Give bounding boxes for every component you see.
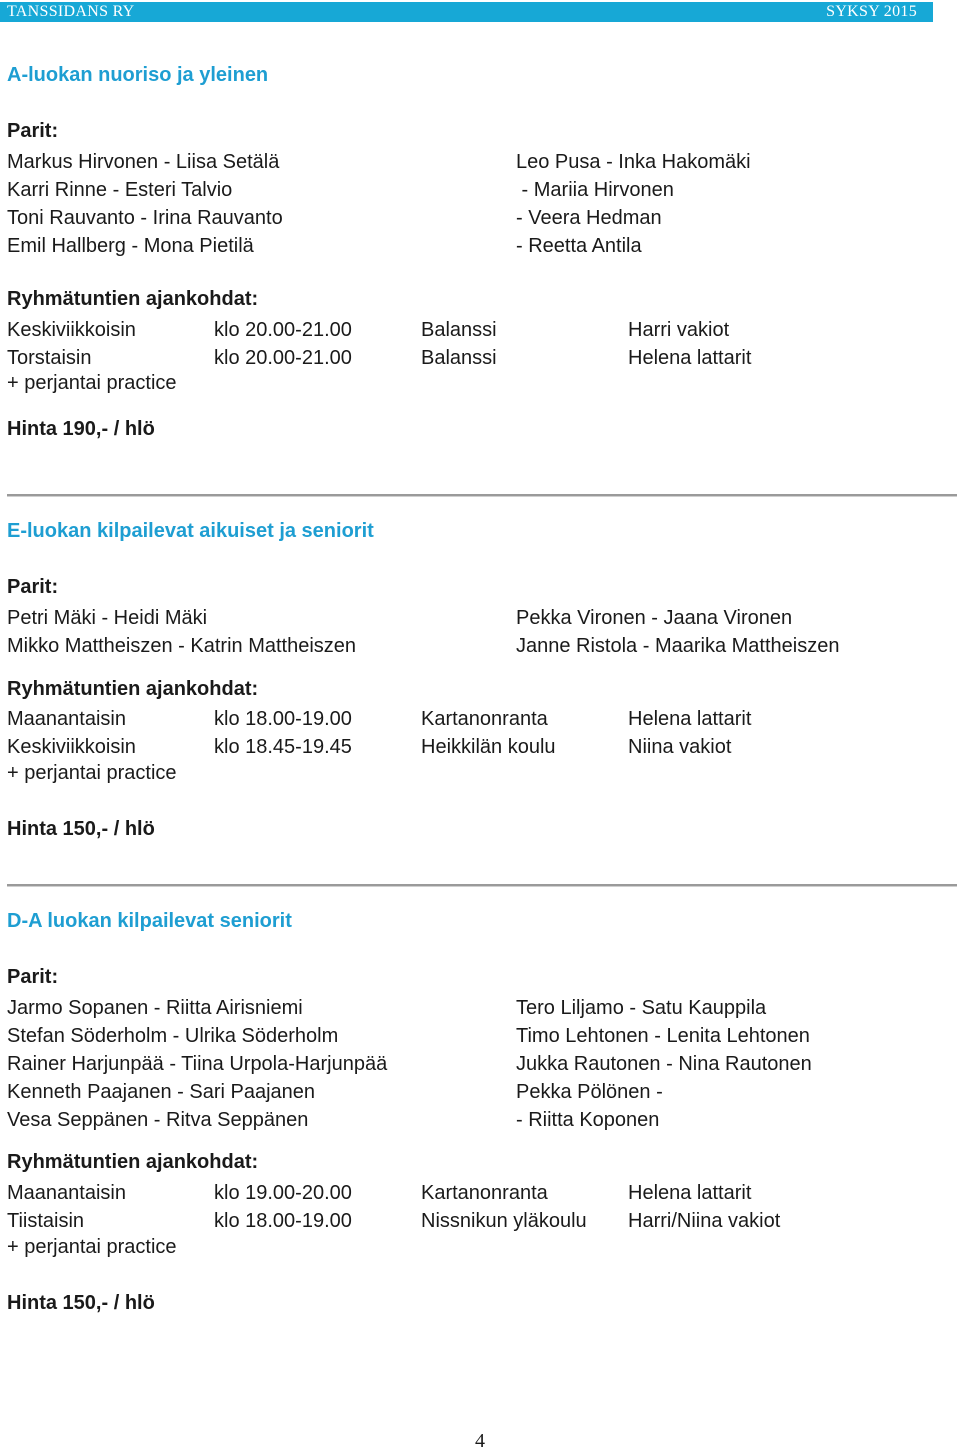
schedule-day: Torstaisin <box>7 347 92 369</box>
schedule-teacher: Helena lattarit <box>628 708 752 730</box>
practice-note: + perjantai practice <box>7 762 177 784</box>
schedule-place: Kartanonranta <box>421 708 548 730</box>
schedule-teacher: Harri/Niina vakiot <box>628 1210 781 1232</box>
schedule-row <box>0 1179 960 1207</box>
schedule-day: Keskiviikkoisin <box>7 319 136 341</box>
schedule-place: Balanssi <box>421 319 497 341</box>
couple-item: Leo Pusa - Inka Hakomäki <box>516 151 751 173</box>
page-number: 4 <box>475 1430 485 1452</box>
practice-note: + perjantai practice <box>7 372 177 394</box>
schedule-place: Nissnikun yläkoulu <box>421 1210 587 1232</box>
schedule-time: klo 18.00-19.00 <box>214 708 352 730</box>
schedule-table <box>0 1179 960 1235</box>
couples-right-column <box>516 604 839 660</box>
section-title: D-A luokan kilpailevat seniorit <box>7 910 292 932</box>
schedule-table <box>0 316 960 372</box>
section-title: E-luokan kilpailevat aikuiset ja seniorit <box>7 520 374 542</box>
schedule-teacher: Helena lattarit <box>628 347 752 369</box>
schedule-teacher: Harri vakiot <box>628 319 730 341</box>
couple-item: Markus Hirvonen - Liisa Setälä <box>7 151 280 173</box>
section-divider <box>7 494 957 497</box>
price-label: Hinta 150,- / hlö <box>7 1292 155 1314</box>
schedule-teacher: Helena lattarit <box>628 1182 752 1204</box>
schedule-row <box>0 733 960 761</box>
couple-item: Petri Mäki - Heidi Mäki <box>7 607 208 629</box>
couple-item: Vesa Seppänen - Ritva Seppänen <box>7 1109 309 1131</box>
couple-item: Mikko Mattheiszen - Katrin Mattheiszen <box>7 635 357 657</box>
couple-item: Rainer Harjunpää - Tiina Urpola-Harjunpää <box>7 1053 388 1075</box>
couple-item: Jarmo Sopanen - Riitta Airisniemi <box>7 997 303 1019</box>
couple-item: - Riitta Koponen <box>516 1109 660 1131</box>
schedule-label: Ryhmätuntien ajankohdat: <box>7 288 259 310</box>
price-label: Hinta 190,- / hlö <box>7 418 155 440</box>
couple-item: - Veera Hedman <box>516 207 662 229</box>
couples-left-column <box>7 148 283 260</box>
organization-name: TANSSIDANS RY <box>7 3 135 20</box>
couples-left-column <box>7 994 387 1134</box>
couple-item: Emil Hallberg - Mona Pietilä <box>7 235 254 257</box>
schedule-label: Ryhmätuntien ajankohdat: <box>7 678 259 700</box>
schedule-time: klo 18.00-19.00 <box>214 1210 352 1232</box>
page-header <box>0 2 933 22</box>
schedule-day: Maanantaisin <box>7 1182 126 1204</box>
couples-right-column <box>516 148 751 260</box>
schedule-teacher: Niina vakiot <box>628 736 732 758</box>
couple-item: - Reetta Antila <box>516 235 642 257</box>
couple-item: Pekka Vironen - Jaana Vironen <box>516 607 793 629</box>
couples-label: Parit: <box>7 120 59 142</box>
price-label: Hinta 150,- / hlö <box>7 818 155 840</box>
schedule-label: Ryhmätuntien ajankohdat: <box>7 1151 259 1173</box>
couple-item: Toni Rauvanto - Irina Rauvanto <box>7 207 283 229</box>
couple-item: Kenneth Paajanen - Sari Paajanen <box>7 1081 316 1103</box>
couple-item: Stefan Söderholm - Ulrika Söderholm <box>7 1025 339 1047</box>
schedule-row <box>0 1207 960 1235</box>
section-title: A-luokan nuoriso ja yleinen <box>7 64 269 86</box>
couples-left-column <box>7 604 356 660</box>
couples-label: Parit: <box>7 576 59 598</box>
schedule-time: klo 19.00-20.00 <box>214 1182 352 1204</box>
schedule-row <box>0 316 960 344</box>
schedule-time: klo 20.00-21.00 <box>214 319 352 341</box>
schedule-place: Heikkilän koulu <box>421 736 556 758</box>
schedule-day: Maanantaisin <box>7 708 126 730</box>
schedule-place: Kartanonranta <box>421 1182 548 1204</box>
couple-item: - Mariia Hirvonen <box>516 179 674 201</box>
term-label: SYKSY 2015 <box>826 3 917 20</box>
couple-item: Janne Ristola - Maarika Mattheiszen <box>516 635 840 657</box>
practice-note: + perjantai practice <box>7 1236 177 1258</box>
couple-item: Timo Lehtonen - Lenita Lehtonen <box>516 1025 810 1047</box>
couples-label: Parit: <box>7 966 59 988</box>
schedule-day: Tiistaisin <box>7 1210 85 1232</box>
schedule-row <box>0 344 960 372</box>
section-divider <box>7 884 957 887</box>
schedule-table <box>0 705 960 761</box>
schedule-day: Keskiviikkoisin <box>7 736 136 758</box>
schedule-place: Balanssi <box>421 347 497 369</box>
schedule-row <box>0 705 960 733</box>
couples-right-column <box>516 994 812 1134</box>
schedule-time: klo 18.45-19.45 <box>214 736 352 758</box>
couple-item: Jukka Rautonen - Nina Rautonen <box>516 1053 812 1075</box>
couple-item: Tero Liljamo - Satu Kauppila <box>516 997 767 1019</box>
couple-item: Karri Rinne - Esteri Talvio <box>7 179 233 201</box>
schedule-time: klo 20.00-21.00 <box>214 347 352 369</box>
couple-item: Pekka Pölönen - <box>516 1081 663 1103</box>
